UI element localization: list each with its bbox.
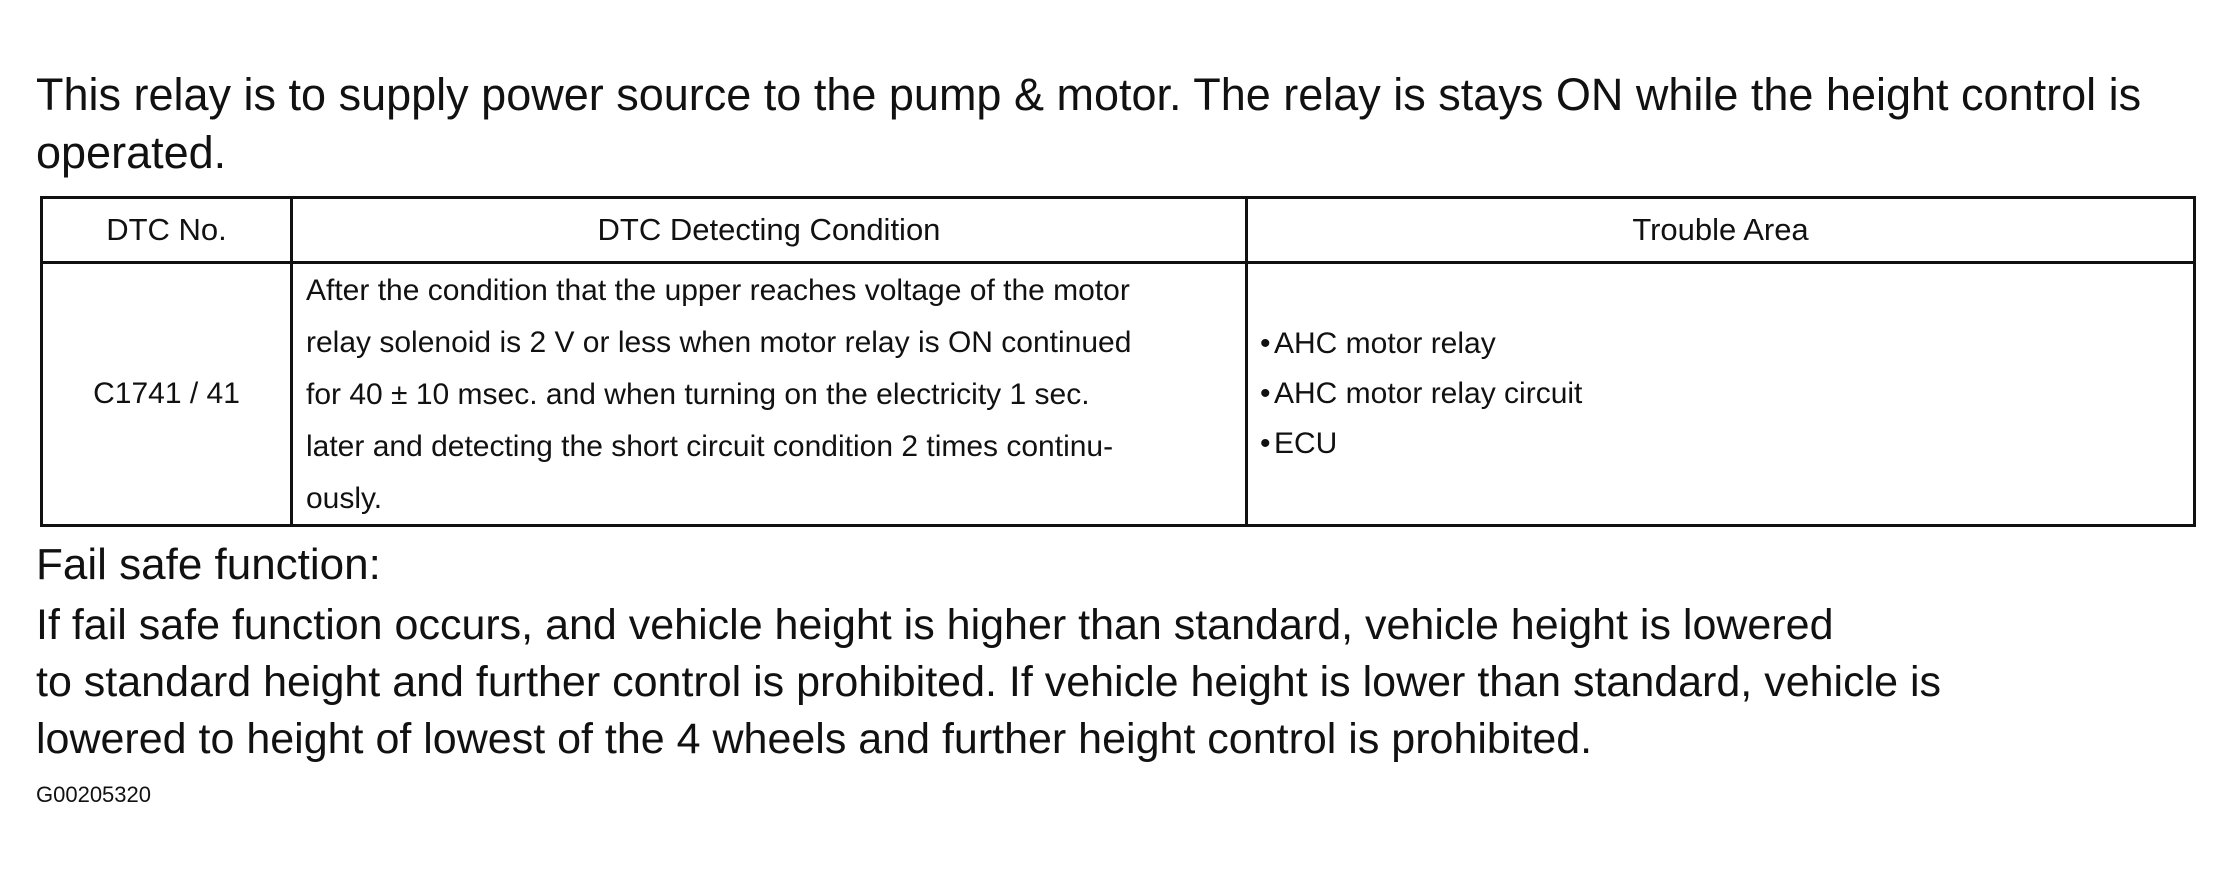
dtc-code-cell: C1741 / 41 [42, 263, 292, 526]
intro-paragraph: This relay is to supply power source to the pump & motor. The relay is stays ON while the height control is operated. [36, 69, 2142, 178]
header-detecting-condition: DTC Detecting Condition [292, 198, 1247, 263]
list-item [1260, 319, 2193, 369]
header-dtc-no: DTC No. [42, 198, 292, 263]
bullet-icon: • [1260, 327, 1271, 360]
fail-safe-body [36, 597, 2196, 768]
header-trouble-area: Trouble Area [1247, 198, 2195, 263]
detecting-condition-cell [292, 263, 1247, 526]
trouble-area-list [1248, 319, 2193, 469]
trouble-area-cell [1247, 263, 2195, 526]
figure-id: G00205320 [36, 782, 151, 807]
trouble-area-item: AHC motor relay [1274, 327, 1496, 360]
condition-line: later and detecting the short circuit condition 2 times continu- [306, 430, 1114, 463]
fail-safe-line: to standard height and further control is prohibited. If vehicle height is lower than standard, vehicle is [36, 658, 1942, 706]
bullet-icon: • [1260, 377, 1271, 410]
table-row [42, 263, 2195, 526]
fail-safe-line: If fail safe function occurs, and vehicle height is higher than standard, vehicle height is lowered [36, 601, 1834, 649]
condition-line: After the condition that the upper reaches voltage of the motor [306, 274, 1130, 307]
trouble-area-item: AHC motor relay circuit [1274, 377, 1583, 410]
list-item [1260, 419, 2193, 469]
condition-line: ously. [306, 482, 383, 515]
bullet-icon: • [1260, 427, 1271, 460]
trouble-area-item: ECU [1274, 427, 1338, 460]
table-header-row [42, 198, 2195, 263]
list-item [1260, 369, 2193, 419]
fail-safe-heading: Fail safe function: [36, 540, 381, 589]
condition-line: relay solenoid is 2 V or less when motor relay is ON continued [306, 326, 1132, 359]
dtc-table [40, 196, 2196, 527]
condition-line: for 40 ± 10 msec. and when turning on the electricity 1 sec. [306, 378, 1090, 411]
fail-safe-line: lowered to height of lowest of the 4 wheels and further height control is prohibited. [36, 715, 1593, 763]
